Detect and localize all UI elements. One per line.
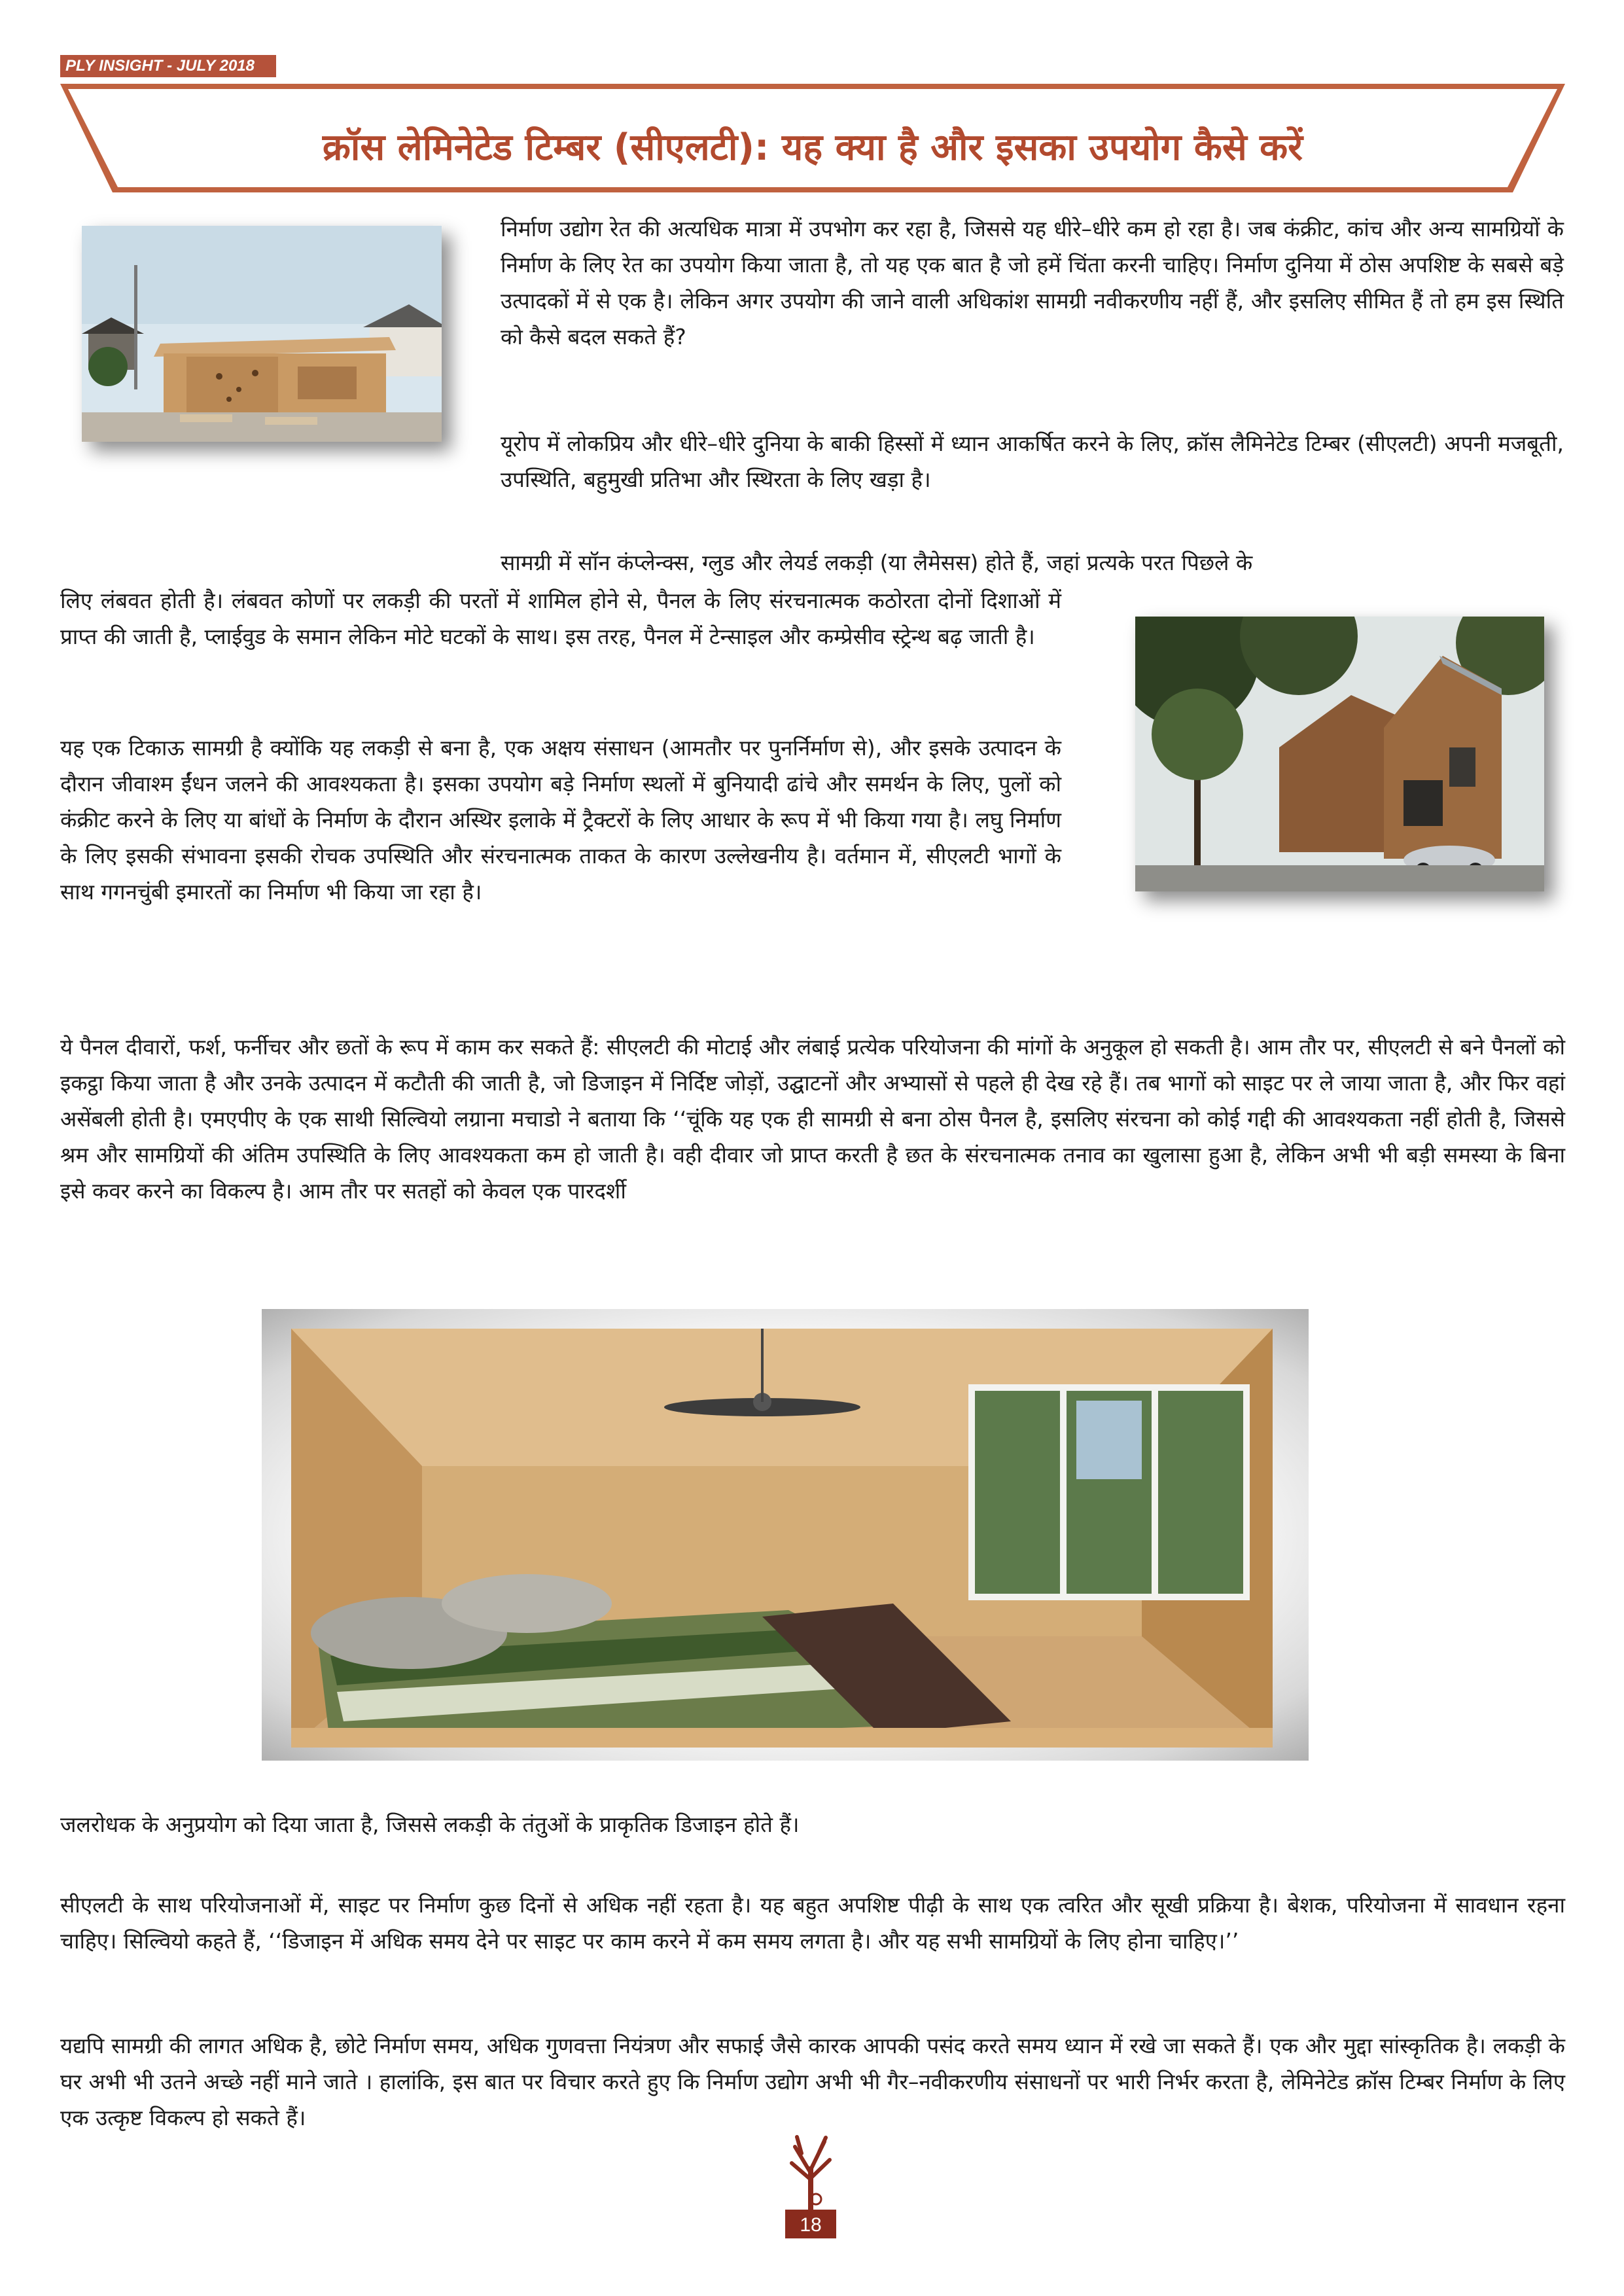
- photo-timber-bedroom: [291, 1329, 1273, 1748]
- paragraph-panel-uses: ये पैनल दीवारों, फर्श, फर्नीचर और छतों के रूप में काम कर सकते हैं: सीएलटी की मोटाई और लंबाई प्रत्येक परियोजना की मांगों के अनुकूल हो सकती है। आम तौर पर, सीएलटी से बने पैनलों को इकट्ठा किया जाता है और उनके उत्पादन में कटौती की जाती है, जो डिजाइन में निर्दिष्ट जोड़ों, उद्घाटनों और अभ्यासों से पहले ही देख रहे हैं। तब भागों को साइट पर ले जाया जाता है, और फिर वहां असेंबली होती है। एमएपीए के एक साथी सिल्वियो लग्राना मचाडो ने बताया कि ‘‘चूंकि यह एक ही सामग्री से बना ठोस पैनल है, इसलिए संरचना को कोई गद्दी की आवश्यकता नहीं होती है, जिससे श्रम और सामग्रियों की अंतिम उपस्थिति के लिए आवश्यकता कम हो जाती है। वही दीवार जो प्राप्त करती है छत के संरचनात्मक तनाव का खुलासा हुआ है, लेकिन अभी भी बड़ी समस्या के बिना इसे कवर करने का विकल्प है। आम तौर पर सतहों को केवल एक पारदर्शी: [60, 1034, 1565, 1204]
- article-title: क्रॉस लेमिनेटेड टिम्बर (सीएलटी): यह क्या है और इसका उपयोग कैसे करें: [322, 126, 1303, 169]
- paragraph-material-layers-line1: सामग्री में सॉन कंप्लेन्क्स, ग्लुड और लेयर्ड लकड़ी (या लैमेसस) होते हैं, जहां प्रत्यके परत पिछले के: [501, 550, 1253, 575]
- page-footer: [785, 2134, 836, 2238]
- paragraph-construction-speed: सीएलटी के साथ परियोजनाओं में, साइट पर निर्माण कुछ दिनों से अधिक नहीं रहता है। यह बहुत अपशिष्ट पीढ़ी के साथ एक त्वरित और सूखी प्रक्रिया है। बेशक, परियोजना में सावधान रहना चाहिए। सिल्वियो कहते हैं, ‘‘डिजाइन में अधिक समय देने पर साइट पर काम करने में कम समय लगता है। और यह सभी सामग्रियों के लिए होना चाहिए।’’: [60, 1892, 1565, 1954]
- page-number: 18: [785, 2210, 836, 2238]
- photo-wooden-pavilion: [82, 226, 442, 442]
- paragraph-sand-consumption: निर्माण उद्योग रेत की अत्यधिक मात्रा में उपभोग कर रहा है, जिससे यह धीरे–धीरे कम हो रहा है। जब कंक्रीट, कांच और अन्य सामग्रियों के निर्माण के लिए रेत का उपयोग किया जाता है, तो यह एक बात है जो हमें चिंता करनी चाहिए। निर्माण दुनिया में ठोस अपशिष्ट के सबसे बड़े उत्पादकों में से एक है। लेकिन अगर उपयोग की जाने वाली अधिकांश सामग्री नवीकरणीय नहीं हैं, और इसलिए सीमित हैं तो हम इस स्थिति को कैसे बदल सकते हैं?: [501, 216, 1564, 350]
- title-banner: [60, 84, 1565, 192]
- magazine-issue-tag: PLY INSIGHT - JULY 2018: [60, 55, 276, 77]
- paragraph-durable-material: यह एक टिकाऊ सामग्री है क्योंकि यह लकड़ी से बना है, एक अक्षय संसाधन (आमतौर पर पुनर्निर्माण से), और इसके उत्पादन के दौरान जीवाश्म ईंधन जलने की आवश्यकता है। इसका उपयोग बड़े निर्माण स्थलों में बुनियादी ढांचे और समर्थन के लिए, पुलों को कंक्रीट करने के लिए या बांधों के निर्माण के दौरान अस्थिर इलाके में ट्रैक्टरों के लिए आधार के रूप में भी किया गया है। लघु निर्माण के लिए इसकी संभावना इसकी रोचक उपस्थिति और संरचनात्मक ताकत के कारण उल्लेखनीय है। वर्तमान में, सीएलटी भागों के साथ गगनचुंबी इमारतों का निर्माण भी किया जा रहा है।: [60, 735, 1061, 905]
- tree-logo-icon: [785, 2134, 836, 2210]
- paragraph-material-layers: लिए लंबवत होती है। लंबवत कोणों पर लकड़ी की परतों में शामिल होने से, पैनल के लिए संरचनात्मक कठोरता दोनों दिशाओं में प्राप्त की जाती है, प्लाईवुड के समान लेकिन मोटे घटकों के साथ। इस तरह, पैनल में टेन्साइल और कम्प्रेसीव स्ट्रेन्थ बढ़ जाती है।: [60, 588, 1061, 649]
- paragraph-clt-intro: यूरोप में लोकप्रिय और धीरे–धीरे दुनिया के बाकी हिस्सों में ध्यान आकर्षित करने के लिए, क्रॉस लैमिनेटेड टिम्बर (सीएलटी) अपनी मजबूती, उपस्थिति, बहुमुखी प्रतिभा और स्थिरता के लिए खड़ा है।: [501, 431, 1564, 492]
- paragraph-waterproofing: जलरोधक के अनुप्रयोग को दिया जाता है, जिससे लकड़ी के तंतुओं के प्राकृतिक डिजाइन होते हैं।: [60, 1812, 800, 1837]
- photo-timber-house: [1135, 617, 1544, 891]
- paragraph-cost-culture: यद्यपि सामग्री की लागत अधिक है, छोटे निर्माण समय, अधिक गुणवत्ता नियंत्रण और सफाई जैसे कारक आपकी पसंद करते समय ध्यान में रखे जा सकते हैं। एक और मुद्दा सांस्कृतिक है। लकड़ी के घर अभी भी उतने अच्छे नहीं माने जाते । हालांकि, इस बात पर विचार करते हुए कि निर्माण उद्योग अभी भी गैर–नवीकरणीय संसाधनों पर भारी निर्भर करता है, लेमिनेटेड क्रॉस टिम्बर निर्माण के लिए एक उत्कृष्ट विकल्प हो सकते हैं।: [60, 2033, 1566, 2130]
